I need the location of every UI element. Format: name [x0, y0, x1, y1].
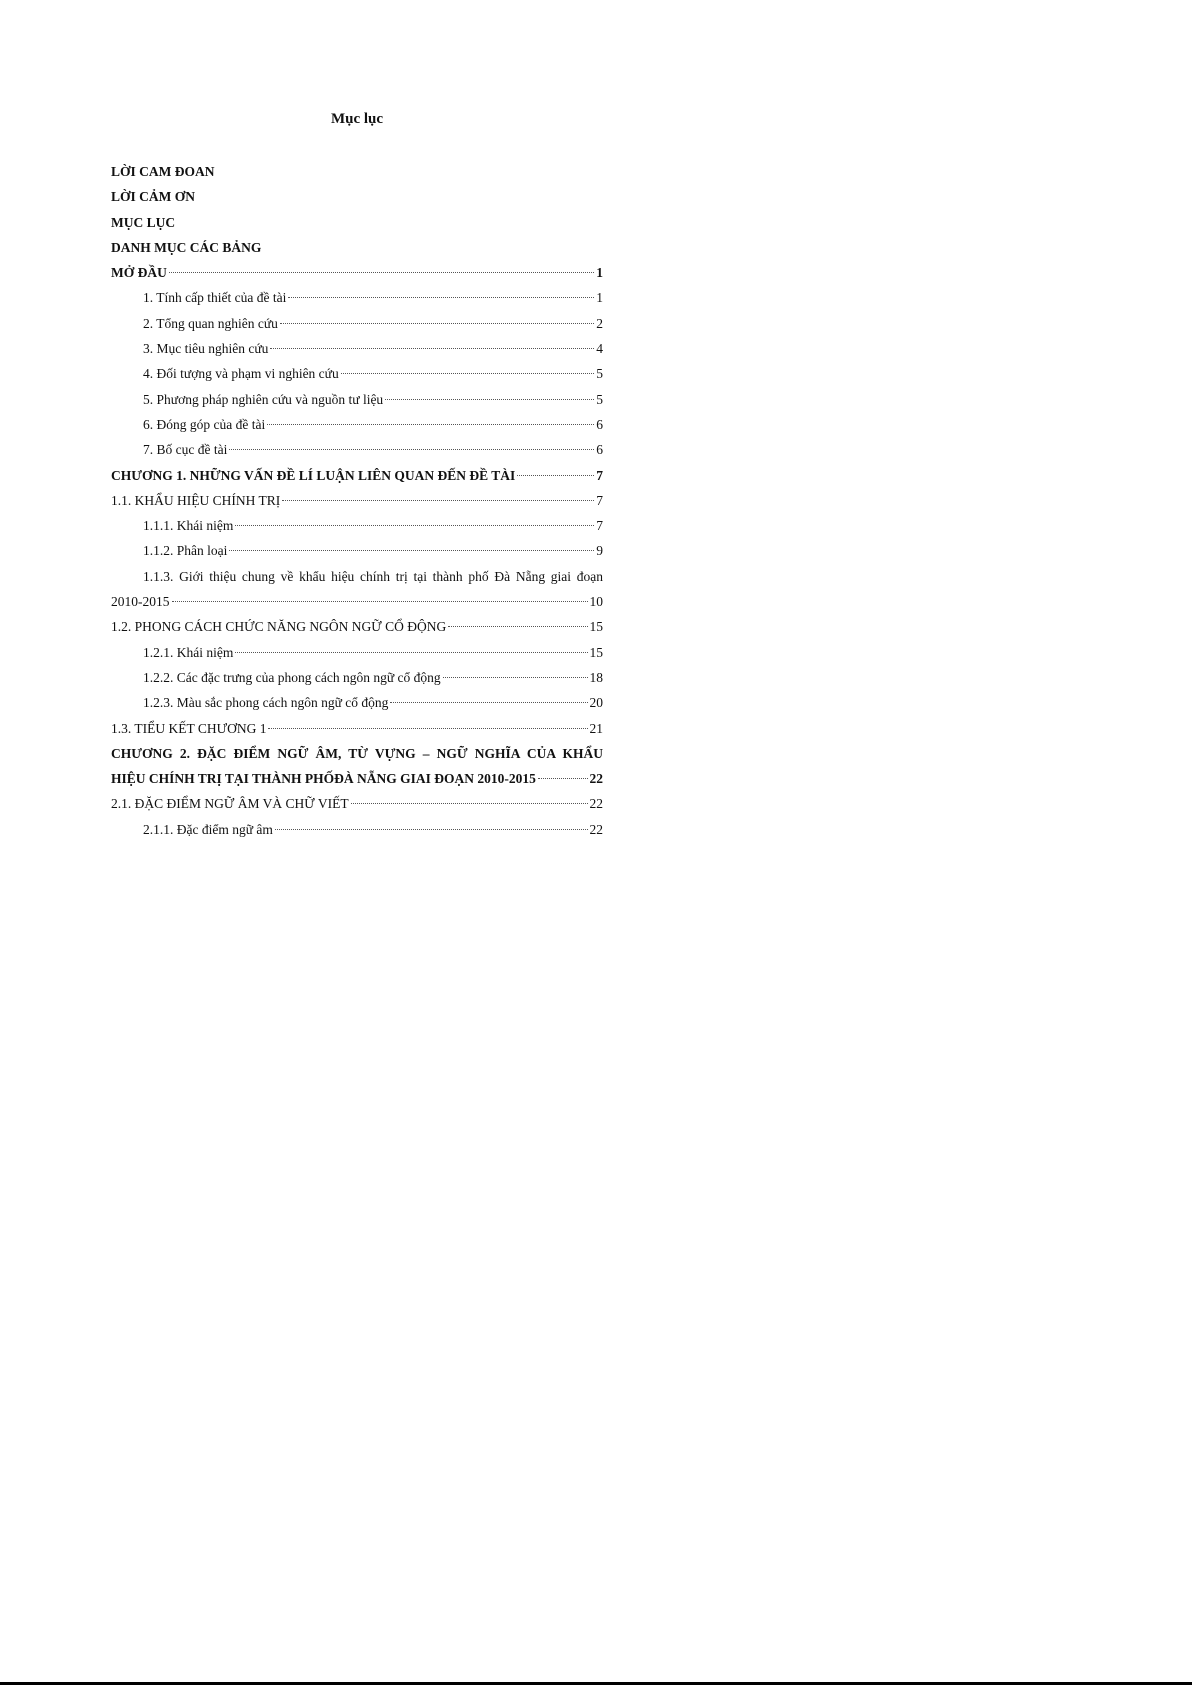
toc-entry-page-number: 7: [596, 492, 603, 508]
toc-dot-leader: [229, 550, 594, 551]
toc-entry[interactable]: [111, 589, 603, 614]
toc-dot-leader: [385, 399, 594, 400]
toc-entry-page-number: 10: [589, 594, 603, 610]
toc-entry-page-number: 1: [596, 290, 603, 306]
toc-entry[interactable]: [111, 184, 603, 209]
toc-entry-page-number: 15: [589, 619, 603, 635]
toc-entry-label: DANH MỤC CÁC BẢNG: [111, 239, 262, 255]
toc-dot-leader: [267, 424, 594, 425]
toc-entry[interactable]: [111, 513, 603, 538]
toc-entry[interactable]: [111, 210, 603, 235]
toc-entry-page-number: 9: [596, 543, 603, 559]
toc-entry[interactable]: [111, 488, 603, 513]
toc-entry[interactable]: [111, 564, 603, 589]
toc-entry-label: HIỆU CHÍNH TRỊ TẠI THÀNH PHỐĐÀ NẴNG GIAI ĐOẠN 2010-2015: [111, 771, 536, 787]
toc-entry[interactable]: [111, 437, 603, 462]
toc-dot-leader: [282, 500, 594, 501]
toc-entry[interactable]: [111, 387, 603, 412]
toc-dot-leader: [288, 297, 594, 298]
toc-entry-label: 5. Phương pháp nghiên cứu và nguồn tư liệu: [143, 391, 384, 407]
toc-dot-leader: [172, 601, 588, 602]
toc-entry-page-number: 4: [596, 341, 603, 357]
toc-entry[interactable]: [111, 285, 603, 310]
toc-entry-label: 1.1. KHẨU HIỆU CHÍNH TRỊ: [111, 492, 281, 508]
toc-entry-label: 1.2.1. Khái niệm: [143, 644, 234, 660]
toc-dot-leader: [235, 525, 594, 526]
toc-dot-leader: [448, 626, 587, 627]
toc-dot-leader: [517, 475, 594, 476]
toc-entry[interactable]: [111, 741, 603, 766]
toc-dot-leader: [390, 702, 587, 703]
toc-entry-label: 2.1. ĐẶC ĐIỂM NGỮ ÂM VÀ CHỮ VIẾT: [111, 796, 349, 812]
toc-entry-label: LỜI CẢM ƠN: [111, 189, 195, 205]
toc-entry-label: 1.2.2. Các đặc trưng của phong cách ngôn ngữ cổ động: [143, 669, 441, 685]
toc-entry-page-number: 15: [589, 644, 603, 660]
toc-entry[interactable]: [111, 412, 603, 437]
toc-dot-leader: [275, 829, 588, 830]
toc-entry-page-number: 6: [596, 442, 603, 458]
table-of-contents: [111, 159, 603, 842]
toc-entry-label: 2.1.1. Đặc điểm ngữ âm: [143, 821, 273, 837]
toc-dot-leader: [280, 323, 594, 324]
toc-entry-label: 3. Mục tiêu nghiên cứu: [143, 341, 269, 357]
toc-entry[interactable]: [111, 260, 603, 285]
page-title: Mục lục: [330, 111, 384, 127]
toc-dot-leader: [268, 728, 587, 729]
toc-entry-label: 4. Đối tượng và phạm vi nghiên cứu: [143, 366, 339, 382]
toc-dot-leader: [229, 449, 594, 450]
toc-entry-page-number: 1: [596, 265, 603, 281]
toc-entry-label: 2. Tổng quan nghiên cứu: [143, 315, 278, 331]
toc-dot-leader: [235, 652, 587, 653]
toc-entry[interactable]: [111, 817, 603, 842]
toc-entry-page-number: 22: [589, 821, 603, 837]
toc-entry[interactable]: [111, 791, 603, 816]
toc-dot-leader: [341, 373, 595, 374]
toc-entry[interactable]: [111, 235, 603, 260]
toc-entry-label: 2010-2015: [111, 594, 170, 610]
toc-entry-label: 1.2. PHONG CÁCH CHỨC NĂNG NGÔN NGỮ CỔ ĐỘNG: [111, 619, 447, 635]
toc-entry-label: 1.2.3. Màu sắc phong cách ngôn ngữ cổ động: [143, 695, 389, 711]
toc-entry-page-number: 7: [596, 467, 603, 483]
toc-entry-label: CHƯƠNG 2. ĐẶC ĐIỂM NGỮ ÂM, TỪ VỰNG – NGỮ NGHĨA CỦA KHẨU: [111, 745, 603, 761]
toc-entry[interactable]: [111, 640, 603, 665]
toc-dot-leader: [351, 803, 588, 804]
toc-entry-page-number: 5: [596, 391, 603, 407]
toc-dot-leader: [538, 778, 588, 779]
toc-entry-label: 1.1.2. Phân loại: [143, 543, 228, 559]
toc-entry[interactable]: [111, 690, 603, 715]
toc-entry-label: 1.3. TIỂU KẾT CHƯƠNG 1: [111, 720, 267, 736]
toc-entry[interactable]: [111, 614, 603, 639]
toc-entry-label: 1. Tính cấp thiết của đề tài: [143, 290, 287, 306]
toc-dot-leader: [270, 348, 594, 349]
toc-dot-leader: [443, 677, 588, 678]
toc-dot-leader: [169, 272, 594, 273]
toc-entry[interactable]: [111, 463, 603, 488]
toc-entry-label: LỜI CAM ĐOAN: [111, 164, 215, 179]
toc-entry-label: MỤC LỤC: [111, 214, 176, 230]
toc-entry-label: 7. Bố cục đề tài: [143, 442, 228, 458]
toc-entry-page-number: 6: [596, 416, 603, 432]
toc-entry-page-number: 18: [589, 669, 603, 685]
toc-entry[interactable]: [111, 361, 603, 386]
toc-entry[interactable]: [111, 716, 603, 741]
toc-entry[interactable]: [111, 766, 603, 791]
toc-entry-page-number: 7: [596, 518, 603, 534]
toc-entry-page-number: 22: [589, 771, 603, 787]
toc-entry-page-number: 21: [589, 720, 603, 736]
toc-entry-page-number: 2: [596, 315, 603, 331]
toc-entry[interactable]: [111, 665, 603, 690]
toc-entry-label: 1.1.3. Giới thiệu chung về khẩu hiệu chính trị tại thành phố Đà Nẵng giai đoạn: [143, 568, 603, 584]
toc-entry-label: MỞ ĐẦU: [111, 265, 167, 281]
toc-entry-label: CHƯƠNG 1. NHỮNG VẤN ĐỀ LÍ LUẬN LIÊN QUAN ĐẾN ĐỀ TÀI: [111, 467, 516, 483]
toc-entry-page-number: 22: [589, 796, 603, 812]
toc-entry[interactable]: [111, 311, 603, 336]
toc-entry[interactable]: [111, 538, 603, 563]
toc-entry-page-number: 5: [596, 366, 603, 382]
toc-entry-label: 1.1.1. Khái niệm: [143, 518, 234, 534]
toc-entry-page-number: 20: [589, 695, 603, 711]
toc-entry[interactable]: [111, 159, 603, 184]
toc-entry-label: 6. Đóng góp của đề tài: [143, 416, 266, 432]
toc-entry[interactable]: [111, 336, 603, 361]
